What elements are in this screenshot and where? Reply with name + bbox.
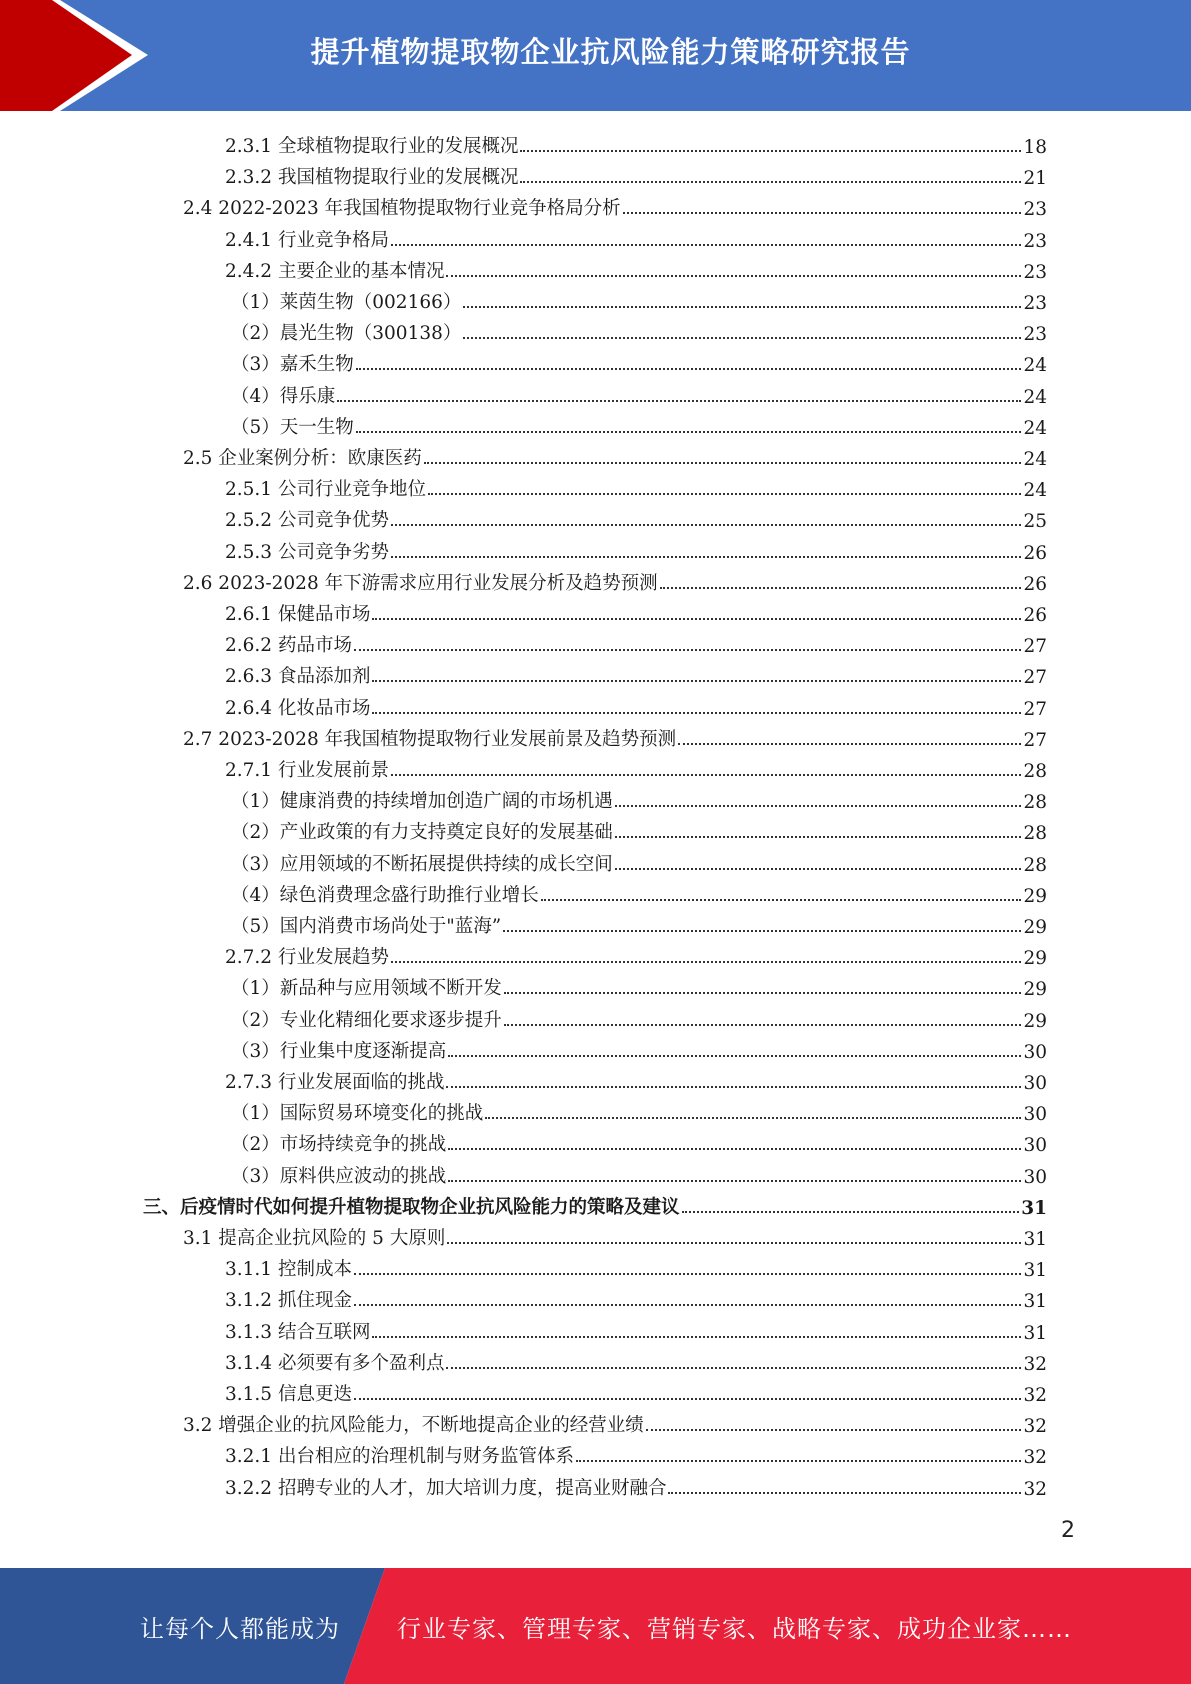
toc-entry-page: 23 xyxy=(1023,261,1047,283)
toc-entry-label: 3.1.5 信息更迭 xyxy=(225,1384,352,1405)
toc-entry-label: （4）得乐康 xyxy=(231,385,336,407)
toc-dot-leader xyxy=(391,774,1021,776)
toc-dot-leader xyxy=(485,1117,1021,1119)
toc-dot-leader xyxy=(447,1242,1021,1244)
toc-entry-page: 24 xyxy=(1023,449,1047,470)
toc-dot-leader xyxy=(372,618,1021,620)
toc-entry[interactable] xyxy=(225,1281,1047,1312)
toc-entry-label: 3.1.1 控制成本 xyxy=(225,1259,352,1281)
toc-dot-leader xyxy=(354,1304,1022,1306)
toc-entry[interactable] xyxy=(225,689,1047,720)
toc-entry-label: 3.1.2 抓住现金 xyxy=(225,1290,352,1312)
toc-entry-page: 28 xyxy=(1023,823,1047,845)
toc-dot-leader xyxy=(428,493,1021,495)
toc-entry-label: （1）国际贸易环境变化的挑战 xyxy=(231,1103,484,1125)
toc-entry[interactable] xyxy=(225,1437,1047,1468)
toc-dot-leader xyxy=(337,400,1021,402)
toc-entry-label: 2.4 2022-2023 年我国植物提取物行业竞争格局分析 xyxy=(183,198,621,220)
toc-entry-label: （3）原料供应波动的挑战 xyxy=(231,1165,447,1187)
toc-entry-label: 2.6.3 食品添加剂 xyxy=(225,666,371,688)
toc-entry-page: 24 xyxy=(1023,355,1047,377)
toc-entry-label: 3.1 提高企业抗风险的 5 大原则 xyxy=(183,1228,446,1249)
toc-entry-page: 29 xyxy=(1023,917,1047,938)
toc-entry-page: 18 xyxy=(1023,137,1047,158)
toc-entry-page: 32 xyxy=(1023,1416,1047,1438)
toc-dot-leader xyxy=(682,1211,1020,1213)
toc-entry-label: 2.5.3 公司竞争劣势 xyxy=(225,541,389,563)
toc-entry-label: （3）应用领域的不断拓展提供持续的成长空间 xyxy=(231,853,613,875)
toc-entry-page: 32 xyxy=(1023,1447,1047,1469)
toc-entry[interactable] xyxy=(183,1219,1047,1250)
toc-entry[interactable] xyxy=(225,252,1047,283)
toc-entry-label: 2.3.2 我国植物提取行业的发展概况 xyxy=(225,167,519,189)
toc-dot-leader xyxy=(668,1492,1021,1494)
toc-entry-page: 30 xyxy=(1023,1166,1047,1188)
toc-dot-leader xyxy=(541,899,1022,901)
toc-entry[interactable] xyxy=(231,345,1047,376)
toc-entry-page: 31 xyxy=(1023,1260,1047,1282)
toc-entry-label: （2）专业化精细化要求逐步提升 xyxy=(231,1009,502,1031)
toc-entry[interactable] xyxy=(225,595,1047,626)
toc-dot-leader xyxy=(372,1336,1021,1338)
toc-entry-page: 28 xyxy=(1023,854,1047,876)
toc-dot-leader xyxy=(615,836,1022,838)
toc-dot-leader xyxy=(356,368,1022,370)
report-title: 提升植物提取物企业抗风险能力策略研究报告 xyxy=(310,34,911,69)
toc-entry-page: 25 xyxy=(1023,511,1047,533)
toc-dot-leader xyxy=(660,587,1022,589)
toc-entry[interactable] xyxy=(225,501,1047,532)
toc-dot-leader xyxy=(424,462,1022,464)
toc-entry-label: （1）新品种与应用领域不断开发 xyxy=(231,978,502,1000)
toc-entry[interactable] xyxy=(225,1313,1047,1344)
toc-entry-label: 2.4.1 行业竞争格局 xyxy=(225,229,389,251)
toc-entry[interactable] xyxy=(231,813,1047,844)
toc-dot-leader xyxy=(391,961,1021,963)
toc-entry[interactable] xyxy=(231,782,1047,813)
toc-entry[interactable] xyxy=(143,1188,1047,1219)
toc-entry-label: 2.7.3 行业发展面临的挑战 xyxy=(225,1072,445,1093)
toc-dot-leader xyxy=(504,992,1022,994)
toc-dot-leader xyxy=(504,1024,1022,1026)
toc-dot-leader xyxy=(576,1460,1021,1462)
toc-entry[interactable] xyxy=(225,1250,1047,1281)
toc-dot-leader xyxy=(448,1180,1021,1182)
toc-entry[interactable] xyxy=(225,1375,1047,1406)
toc-dot-leader xyxy=(391,244,1021,246)
toc-entry-page: 29 xyxy=(1023,885,1047,907)
toc-entry-page: 31 xyxy=(1023,1322,1047,1344)
toc-dot-leader xyxy=(448,1055,1021,1057)
footer-slogan-right: 行业专家、管理专家、营销专家、战略专家、成功企业家…… xyxy=(397,1614,1072,1643)
toc-dot-leader xyxy=(372,712,1021,714)
toc-dot-leader xyxy=(520,150,1021,152)
toc-entry[interactable] xyxy=(225,533,1047,564)
toc-dot-leader xyxy=(448,1148,1021,1150)
toc-entry-page: 30 xyxy=(1023,1104,1047,1126)
toc-entry-page: 27 xyxy=(1023,667,1047,689)
toc-entry[interactable] xyxy=(231,1094,1047,1125)
toc-entry-page: 28 xyxy=(1023,792,1047,814)
toc-entry-label: 3.2 增强企业的抗风险能力，不断地提高企业的经营业绩 xyxy=(183,1415,644,1437)
toc-entry[interactable] xyxy=(225,221,1047,252)
toc-dot-leader xyxy=(356,431,1022,433)
toc-entry-page: 27 xyxy=(1023,698,1047,720)
toc-dot-leader xyxy=(503,930,1021,932)
toc-dot-leader xyxy=(446,1086,1021,1088)
toc-entry-page: 31 xyxy=(1023,1291,1047,1313)
toc-entry[interactable] xyxy=(225,1469,1047,1500)
toc-entry[interactable] xyxy=(231,907,1047,938)
toc-entry[interactable] xyxy=(225,938,1047,969)
toc-entry-label: 3.1.3 结合互联网 xyxy=(225,1321,371,1343)
page-footer xyxy=(0,1568,1191,1684)
footer-slogan-left: 让每个人都能成为 xyxy=(140,1614,340,1643)
toc-entry[interactable] xyxy=(225,1063,1047,1094)
toc-dot-leader xyxy=(520,181,1021,183)
toc-entry-page: 32 xyxy=(1023,1353,1047,1375)
toc-entry[interactable] xyxy=(231,969,1047,1000)
toc-entry-label: （2）晨光生物（300138） xyxy=(231,323,462,345)
toc-entry-page: 24 xyxy=(1023,480,1047,502)
toc-entry-label: 2.7 2023-2028 年我国植物提取物行业发展前景及趋势预测 xyxy=(183,728,677,750)
toc-entry[interactable] xyxy=(225,657,1047,688)
toc-entry[interactable] xyxy=(231,283,1047,314)
toc-entry[interactable] xyxy=(231,845,1047,876)
toc-entry-page: 24 xyxy=(1023,417,1047,439)
toc-entry-label: （1）健康消费的持续增加创造广阔的市场机遇 xyxy=(231,791,613,813)
toc-entry[interactable] xyxy=(231,1001,1047,1032)
toc-dot-leader xyxy=(446,1367,1021,1369)
toc-entry[interactable] xyxy=(225,751,1047,782)
toc-entry-label: （2）产业政策的有力支持奠定良好的发展基础 xyxy=(231,822,613,844)
toc-entry-label: （2）市场持续竞争的挑战 xyxy=(231,1134,447,1156)
toc-entry-label: 2.6.4 化妆品市场 xyxy=(225,697,371,719)
toc-entry-page: 32 xyxy=(1023,1478,1047,1500)
toc-entry[interactable] xyxy=(225,158,1047,189)
toc-entry-page: 24 xyxy=(1023,386,1047,408)
toc-dot-leader xyxy=(354,649,1022,651)
toc-entry[interactable] xyxy=(231,377,1047,408)
toc-entry-label: 2.6.2 药品市场 xyxy=(225,635,352,657)
toc-entry[interactable] xyxy=(231,408,1047,439)
toc-entry-page: 21 xyxy=(1023,168,1047,190)
toc-dot-leader xyxy=(678,743,1021,745)
toc-dot-leader xyxy=(463,337,1021,339)
toc-entry-page: 29 xyxy=(1023,979,1047,1001)
toc-entry[interactable] xyxy=(225,127,1047,158)
toc-entry-page: 23 xyxy=(1023,324,1047,346)
toc-dot-leader xyxy=(623,212,1022,214)
toc-dot-leader xyxy=(446,275,1021,277)
toc-entry-page: 26 xyxy=(1023,573,1047,595)
toc-entry-label: 3.1.4 必须要有多个盈利点 xyxy=(225,1352,445,1374)
toc-entry-page: 23 xyxy=(1023,230,1047,252)
toc-entry-page: 32 xyxy=(1023,1385,1047,1406)
toc-entry-page: 29 xyxy=(1023,948,1047,970)
toc-entry-page: 30 xyxy=(1023,1073,1047,1094)
toc-dot-leader xyxy=(391,556,1021,558)
toc-entry-label: （5）天一生物 xyxy=(231,416,354,438)
toc-entry-label: 2.3.1 全球植物提取行业的发展概况 xyxy=(225,136,519,157)
toc-entry-label: （1）莱茵生物（002166） xyxy=(231,292,462,313)
toc-entry[interactable] xyxy=(231,314,1047,345)
toc-entry-label: 2.4.2 主要企业的基本情况 xyxy=(225,260,445,282)
toc-entry-page: 30 xyxy=(1023,1041,1047,1063)
toc-entry-page: 31 xyxy=(1023,1229,1047,1250)
toc-entry-label: （3）行业集中度逐渐提高 xyxy=(231,1040,447,1062)
toc-entry[interactable] xyxy=(225,626,1047,657)
toc-entry-label: 2.5.1 公司行业竞争地位 xyxy=(225,479,426,501)
toc-entry-label: 2.6 2023-2028 年下游需求应用行业发展分析及趋势预测 xyxy=(183,572,658,594)
toc-entry-label: 3.2.1 出台相应的治理机制与财务监管体系 xyxy=(225,1446,574,1468)
toc-entry[interactable] xyxy=(183,189,1047,220)
toc-entry[interactable] xyxy=(183,564,1047,595)
page-header xyxy=(0,0,1191,111)
toc-dot-leader xyxy=(354,1273,1022,1275)
toc-entry[interactable] xyxy=(225,1344,1047,1375)
toc-entry[interactable] xyxy=(225,470,1047,501)
toc-dot-leader xyxy=(646,1429,1022,1431)
toc-entry[interactable] xyxy=(231,1032,1047,1063)
toc-dot-leader xyxy=(615,868,1022,870)
toc-entry-page: 26 xyxy=(1023,605,1047,626)
toc-entry[interactable] xyxy=(183,439,1047,470)
toc-entry-label: 2.5 企业案例分析：欧康医药 xyxy=(183,448,422,469)
toc-entry-page: 26 xyxy=(1023,542,1047,564)
toc-entry-label: 3.2.2 招聘专业的人才，加大培训力度，提高业财融合 xyxy=(225,1477,667,1499)
toc-entry-page: 31 xyxy=(1021,1197,1047,1219)
toc-entry[interactable] xyxy=(183,720,1047,751)
toc-entry-page: 27 xyxy=(1023,636,1047,658)
toc-entry-page: 28 xyxy=(1023,761,1047,782)
toc-entry[interactable] xyxy=(183,1406,1047,1437)
toc-entry-label: （4）绿色消费理念盛行助推行业增长 xyxy=(231,884,539,906)
toc-entry-page: 23 xyxy=(1023,199,1047,221)
toc-entry-label: 2.7.1 行业发展前景 xyxy=(225,760,389,781)
toc-entry-label: 2.7.2 行业发展趋势 xyxy=(225,947,389,969)
toc-dot-leader xyxy=(391,524,1021,526)
toc-dot-leader xyxy=(354,1398,1022,1400)
toc-entry-label: （5）国内消费市场尚处于"蓝海” xyxy=(231,916,502,937)
page-number: 2 xyxy=(1061,1518,1075,1543)
toc-entry-page: 30 xyxy=(1023,1135,1047,1157)
toc-entry-label: （3）嘉禾生物 xyxy=(231,354,354,376)
toc-entry-label: 2.5.2 公司竞争优势 xyxy=(225,510,389,532)
toc-entry[interactable] xyxy=(231,1157,1047,1188)
toc-entry-page: 23 xyxy=(1023,293,1047,314)
toc-entry-label: 三、后疫情时代如何提升植物提取物企业抗风险能力的策略及建议 xyxy=(143,1196,680,1218)
toc-entry[interactable] xyxy=(231,1125,1047,1156)
toc-entry[interactable] xyxy=(231,876,1047,907)
toc-entry-label: 2.6.1 保健品市场 xyxy=(225,604,371,625)
toc-entry-page: 27 xyxy=(1023,729,1047,751)
toc-dot-leader xyxy=(615,805,1022,807)
toc-dot-leader xyxy=(463,306,1021,308)
toc-entry-page: 29 xyxy=(1023,1010,1047,1032)
toc-dot-leader xyxy=(372,680,1021,682)
